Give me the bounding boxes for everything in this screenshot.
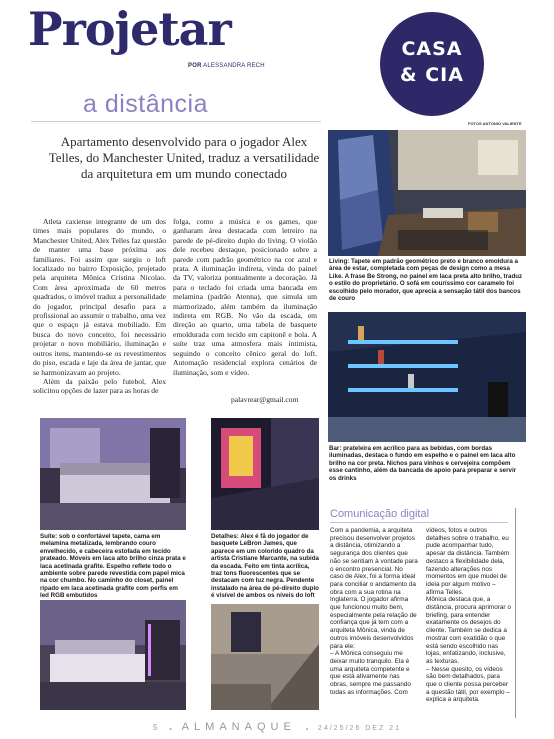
details-photo	[211, 418, 319, 530]
photo-credit: FOTOS ANTONIO VALIENTE	[468, 121, 522, 126]
details-caption: Detalhes: Alex é fã do jogador de basquete LeBron James, que aparece em um colorido quadro da artista Cristiane Marcante, na subida da escada. Feito em tinta acrílica, traz tons fluorescentes que se destacam com luz negra. Pendente instalado na área de pé-direito duplo é visível de ambos os níveis do loft	[211, 533, 319, 600]
sidebar-paragraph: – A Mônica conseguiu me deixar muito tranquilo. Ela é uma arquiteta competente e que está ativamente nas obras, sempre me passando todas as informações. Com	[330, 650, 411, 696]
article-lead: Apartamento desenvolvido para o jogador Alex Telles, do Manchester United, traduz a versatilidade da arquitetura em um mundo conectado	[48, 134, 320, 181]
sidebar-paragraph: Mônica destaca que, a distância, procura aprimorar o briefing, para entender exatamente os desejos do cliente. Também se dedica a mostrar com exatidão o que está sendo escolhido nas lojas, enfatizando, inclusive, as texturas.	[426, 596, 511, 665]
sidebar-paragraph: – Nesse quesito, os vídeos são bem detalhados, para que o cliente possa perceber a questão tátil, por exemplo – explica a arquiteta.	[426, 665, 510, 704]
byline-prefix: POR	[188, 63, 202, 69]
logo-line-2: & CIA	[400, 64, 464, 86]
title-rule	[31, 121, 321, 122]
body-paragraph: Além da paixão pelo futebol, Alex solicitou opções de lazer para as horas de	[33, 376, 166, 396]
sidebar-rule	[330, 522, 508, 523]
living-caption: Living: Tapete em padrão geométrico preto e branco emoldura a área de estar, completada com peças de design como a mesa Like. A frase Be Strong, no painel em laca preta alto brilho, traduz o estilo do proprietário. O sofá em couríssimo cor caramelo foi escolhido pelo morador, que aprecia a sensação tátil dos bancos de couro	[329, 258, 523, 303]
living-room-photo	[328, 130, 526, 256]
suite-bed-photo	[40, 600, 186, 710]
sidebar-heading: Comunicação digital	[330, 508, 430, 520]
body-column-1	[33, 217, 166, 396]
section-title: Projetar	[28, 2, 231, 56]
sidebar-column-2	[426, 527, 512, 704]
page-number: 5	[153, 723, 160, 732]
sidebar-paragraph: Com a pandemia, a arquiteta precisou desenvolver projetos a distância, otimizando a segurança dos clientes que não se sentiam à vontade para o encontro presencial. No caso de Alex, foi a forma ideal para conciliar o andamento da obra com a sua rotina na Inglaterra. O jogador afirma que funcionou muito bem, especialmente pela relação de confiança que já tem com a arquiteta Mônica, vinda de outros imóveis desenvolvidos para ele:	[330, 527, 418, 650]
publication-name: ALMANAQUE	[181, 721, 296, 733]
body-paragraph: folga, como a música e os games, que ganharam área destacada com letreiro na parede de pé-direito duplo do living. O violão dele recebeu destaque, posicionado sobre a parede com padrão geométrico na cor azul e prata. A iluminação indireta, vinda do painel da TV, valoriza pontualmente a decoração. Já para o teclado foi criada uma bancada em melamina (padrão Atenna), que simula um marmorizado, além também da iluminação indireta em RGB. No vão da escada, em direção ao quarto, uma tabela de basquete emoldurada com tecido em capitonê e bola. A suíte traz uma atmosfera mais intimista, seguindo o conceito cênico geral do loft. Automação residencial explora cenários de iluminação, som e vídeo.	[173, 217, 317, 377]
suite-photo	[40, 418, 186, 530]
sidebar-divider	[515, 508, 516, 718]
sidebar-column-1	[330, 527, 418, 696]
bar-caption: Bar: prateleira em acrílico para as bebidas, com bordas iluminadas, destaca o fundo em espelho e o painel em laca alto brilho na cor preta. Nichos para vinhos e cervejeira compõem esse cantinho, além da bancada de apoio para preparar e servir os drinks	[329, 445, 517, 482]
byline	[188, 63, 265, 69]
author-email[interactable]: palavrear@gmail.com	[231, 395, 299, 404]
byline-author: ALESSANDRA RECH	[203, 63, 265, 69]
bar-photo	[328, 312, 526, 442]
issue-date: 24/25/26 DEZ 21	[318, 725, 401, 732]
casa-cia-logo	[380, 12, 484, 116]
section-subtitle: a distância	[83, 90, 209, 118]
body-column-2	[173, 217, 317, 377]
logo-line-1: CASA	[401, 38, 463, 60]
suite-caption: Suíte: sob o confortável tapete, cama em melamina metalizada, lembrando couro envelhecido, e cabeceira estofada em tecido prateado. Móveis em laca alto brilho cinza prata e laca acetinada grafite. Espelho reflete todo o ambiente sobre parede revestida com papel mica na cor chumbo. No caminho do closet, painel ripado em laca acetinada grafite com perfis em led RGB embutidos	[40, 533, 186, 600]
page-footer: 5 . ALMANAQUE . 24/25/26 DEZ 21	[153, 717, 401, 734]
sidebar-paragraph: vídeos, fotos e outros detalhes sobre o trabalho, eu pude acompanhar tudo, apesar da distância. Também destaco a flexibilidade dela, fazendo alterações nos momentos em que mudei de ideia por algum motivo – afirma Telles.	[426, 527, 510, 596]
body-paragraph: Atleta caxiense integrante de um dos times mais populares do mundo, o Manchester United, Alex Telles faz questão de manter uma base próxima aos familiares. Foi assim que surgiu o loft localizado no bairro Exposição, projetado pela arquiteta Mônica Cristina Nicolao. Com área aproximada de 60 metros quadrados, o imóvel traduz a personalidade do jogador, principal desafio para a profissional ao assumir o trabalho, uma vez que o espaço já estava mobiliado. Em busca do novo conceito, foi necessário projetar o novo mobiliário, iluminação e outros itens, mantendo-se os revestimentos do piso, escada e laje da área de jantar, que se harmonizavam ao projeto.	[33, 217, 166, 377]
staircase-photo	[211, 604, 319, 710]
